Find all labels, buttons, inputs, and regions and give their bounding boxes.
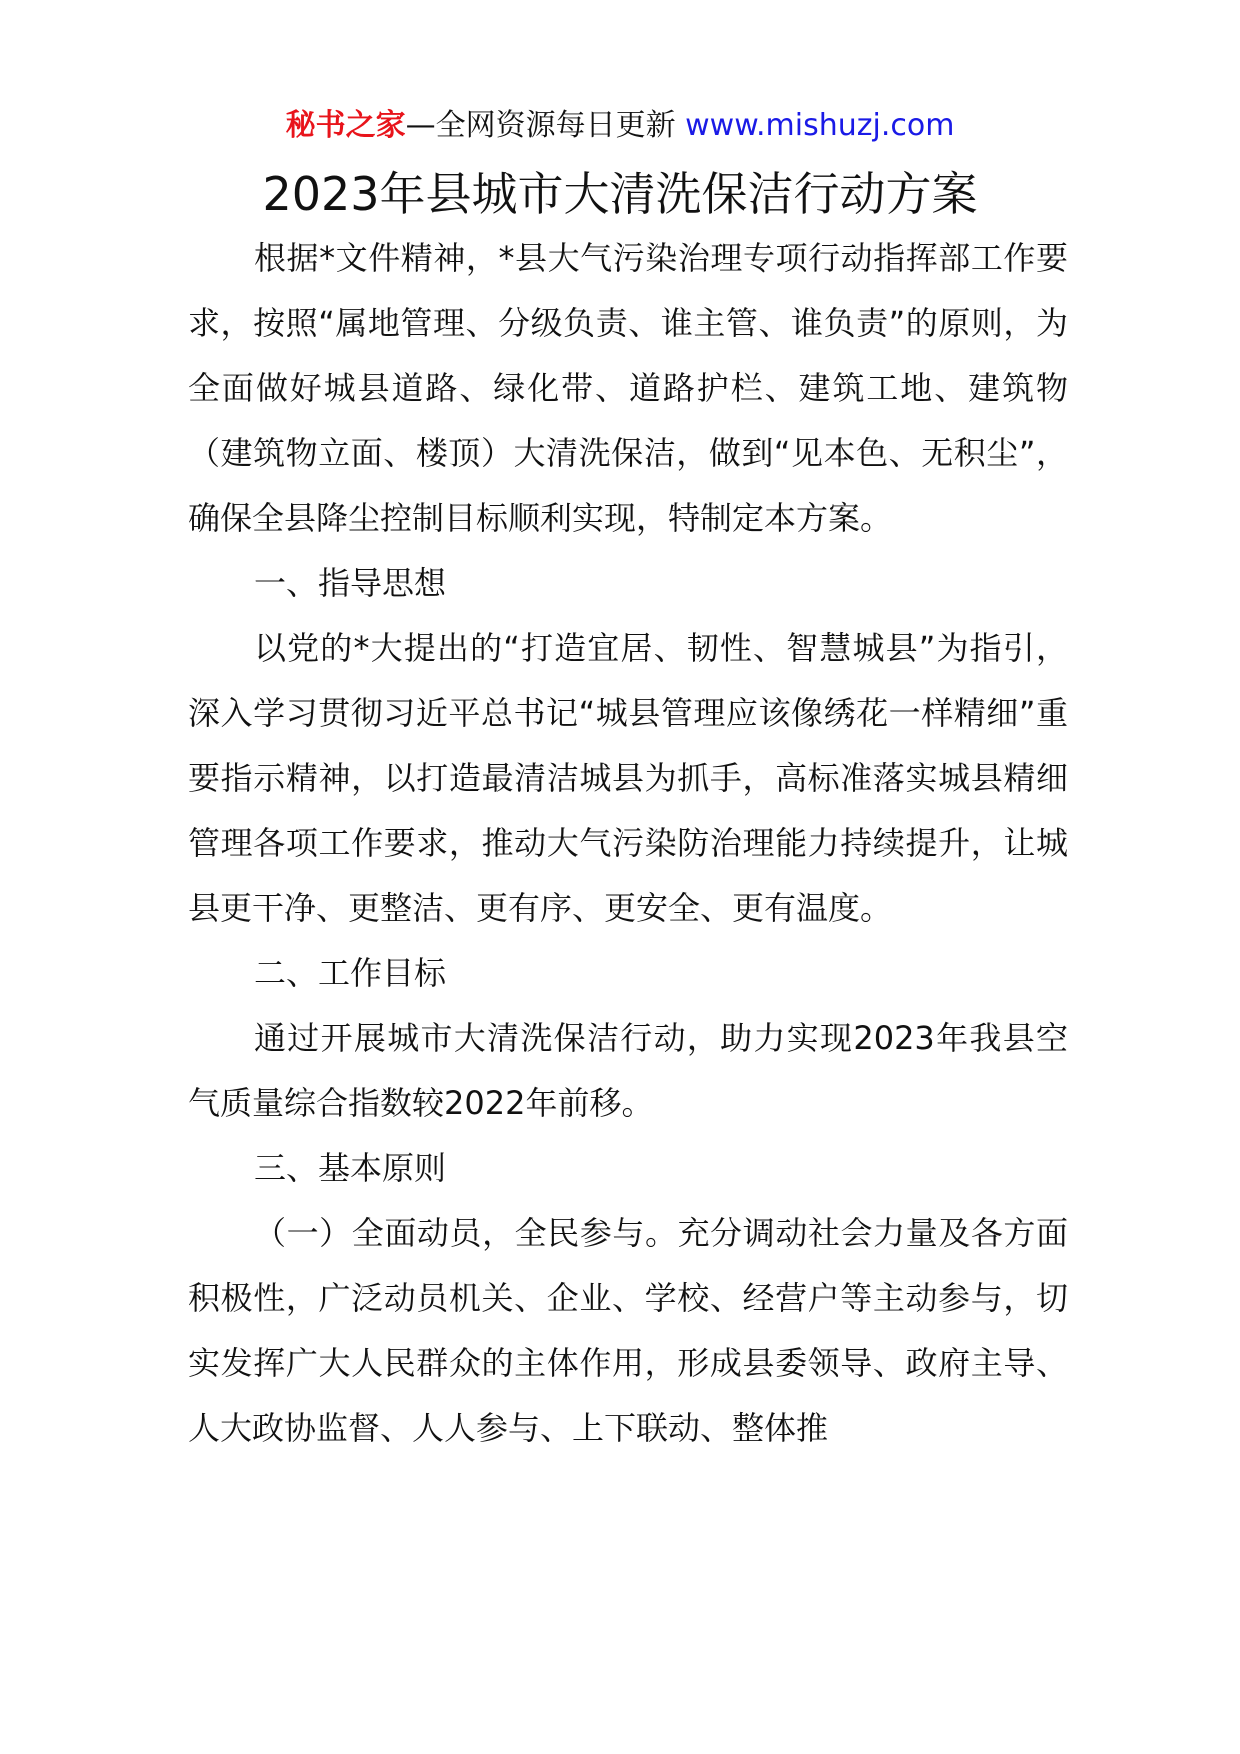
intro-paragraph: 根据*文件精神，*县大气污染治理专项行动指挥部工作要求，按照“属地管理、分级负责、谁主管、谁负责”的原则，为全面做好城县道路、绿化带、道路护栏、建筑工地、建筑物（建筑物立面、楼顶）大清洗保洁，做到“见本色、无积尘”，确保全县降尘控制目标顺利实现，特制定本方案。 <box>188 239 1068 537</box>
document-body <box>188 226 1068 1461</box>
header-tagline: —全网资源每日更新 <box>405 108 676 143</box>
section-heading-guiding-ideology: 一、指导思想 <box>254 564 447 602</box>
work-goals-paragraph: 通过开展城市大清洗保洁行动，助力实现2023年我县空气质量综合指数较2022年前移。 <box>188 1019 1068 1122</box>
guiding-ideology-paragraph: 以党的*大提出的“打造宜居、韧性、智慧城县”为指引，深入学习贯彻习近平总书记“城县管理应该像绣花一样精细”重要指示精神，以打造最清洁城县为抓手，高标准落实城县精细管理各项工作要求，推动大气污染防治理能力持续提升，让城县更干净、更整洁、更有序、更安全、更有温度。 <box>188 629 1068 927</box>
principle-1-paragraph: （一）全面动员，全民参与。充分调动社会力量及各方面积极性，广泛动员机关、企业、学校、经营户等主动参与，切实发挥广大人民群众的主体作用，形成县委领导、政府主导、人大政协监督、人人参与、上下联动、整体推 <box>188 1214 1068 1447</box>
section-heading-work-goals: 二、工作目标 <box>254 954 447 992</box>
document-title: 2023年县城市大清洗保洁行动方案 <box>262 167 978 221</box>
section-heading-basic-principles: 三、基本原则 <box>254 1149 447 1187</box>
site-url-link[interactable]: www.mishuzj.com <box>685 108 955 143</box>
brand-name: 秘书之家 <box>285 108 406 143</box>
site-header <box>0 104 1240 148</box>
